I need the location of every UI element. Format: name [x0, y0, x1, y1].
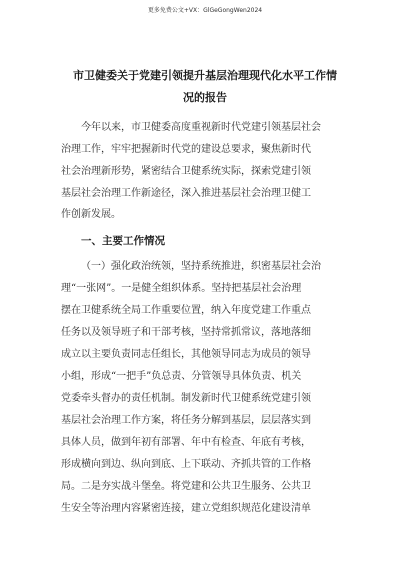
section-heading: 一、主要工作情况 — [81, 235, 165, 247]
body-line: 理“一张网”。一是健全组织体系。坚持把基层社会治理 — [61, 283, 302, 294]
body-line: 形成横向到边、纵向到底、上下联动、齐抓共管的工作格 — [61, 459, 311, 470]
body-line: 成立以主要负责同志任组长，其他领导同志为成员的领导 — [61, 349, 311, 360]
intro-line: 基层社会治理工作新途径，深入推进基层社会治理卫健工 — [61, 188, 311, 199]
intro-line: 作创新发展。 — [61, 209, 121, 220]
body-line: 任务以及领导班子和干部考核，坚持常抓常议，落地落细 — [61, 327, 311, 338]
intro-line: 社会治理新形势，紧密结合卫健系统实际，探索党建引领 — [61, 166, 311, 177]
body-line: 基层社会治理工作方案，将任务分解到基层，层层落实到 — [61, 415, 311, 426]
intro-line: 治理工作，牢牢把握新时代党的建设总要求，聚焦新时代 — [61, 144, 311, 155]
body-line: 具体人员，做到年初有部署、年中有检查、年底有考核， — [61, 437, 311, 448]
title-line-2: 况的报告 — [183, 91, 227, 104]
body-line: （一）强化政治统领，坚持系统推进，织密基层社会治 — [81, 261, 321, 272]
title-line-1: 市卫健委关于党建引领提升基层治理现代化水平工作情 — [73, 69, 337, 82]
header-note: 更多免费公文+VX：GlGeGongWen2024 — [147, 7, 263, 14]
body-line: 小组，形成“一把手”负总责、分管领导具体负责、机关 — [61, 371, 302, 382]
body-line: 生安全等治理内容紧密连接，建立党组织规范化建设清单 — [61, 503, 311, 514]
body-line: 摆在卫健系统全局工作重要位置，纳入年度党建工作重点 — [61, 305, 311, 316]
document-title — [56, 65, 354, 109]
body-line: 党委牵头督办的责任机制。制发新时代卫健系统党建引领 — [61, 393, 311, 404]
body-line: 局。二是夯实战斗堡垒。将党建和公共卫生服务、公共卫 — [61, 481, 311, 492]
intro-line: 今年以来，市卫健委高度重视新时代党建引领基层社会 — [81, 122, 321, 133]
